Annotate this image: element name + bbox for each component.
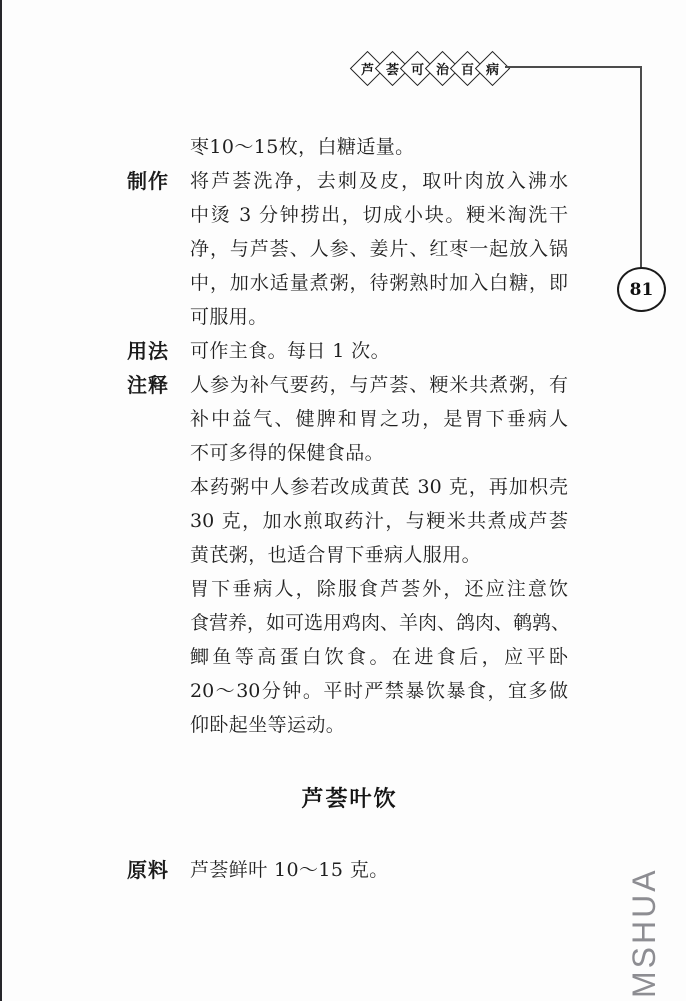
text-line: 可服用。 (190, 306, 268, 328)
watermark-text: MSHUA (626, 867, 662, 998)
text-line: 枣10～15枚，白糖适量。 (190, 136, 415, 158)
series-title-char: 可 (410, 63, 424, 78)
text-line: 将芦荟洗净，去刺及皮，取叶肉放入沸水 (190, 170, 568, 192)
page-number-badge (617, 267, 666, 312)
series-title-char: 荟 (385, 63, 399, 78)
text-line: 人参为补气要药，与芦荟、粳米共煮粥，有 (190, 374, 568, 396)
section-notes (127, 368, 572, 742)
series-title-char: 芦 (360, 63, 374, 78)
text-line: 中烫 3 分钟捞出，切成小块。粳米淘洗干 (190, 204, 568, 226)
text-line: 可作主食。每日 1 次。 (190, 340, 390, 362)
text-line: 芦荟鲜叶 10～15 克。 (190, 859, 389, 881)
section-ingredients (127, 853, 572, 887)
text-line: 补中益气、健脾和胃之功，是胃下垂病人 (190, 408, 568, 430)
section-label: 用法 (127, 339, 169, 363)
text-line: 净，与芦荟、人参、姜片、红枣一起放入锅 (190, 238, 568, 260)
section-label: 制作 (127, 169, 169, 193)
series-title-char: 治 (435, 63, 449, 78)
section-preparation (127, 164, 572, 334)
text-line: 30 克，加水煎取药汁，与粳米共煮成芦荟 (190, 510, 568, 532)
text-column (127, 130, 572, 887)
section-label: 原料 (127, 858, 169, 882)
scan-edge-shadow (0, 0, 2, 1001)
text-line: 胃下垂病人，除服食芦荟外，还应注意饮 (190, 578, 568, 600)
series-title-diamond (475, 51, 510, 86)
section-label: 注释 (127, 373, 169, 397)
margin-vertical-rule (640, 66, 642, 268)
text-line: 中，加水适量煮粥，待粥熟时加入白糖，即 (190, 272, 568, 294)
series-title-char: 病 (485, 63, 499, 78)
text-line: 黄芪粥，也适合胃下垂病人服用。 (190, 544, 482, 566)
text-line: 不可多得的保健食品。 (190, 442, 385, 464)
text-line: 20～30分钟。平时严禁暴饮暴食，宜多做 (190, 680, 568, 702)
series-title-char: 百 (460, 63, 474, 78)
section-usage (127, 334, 572, 368)
text-line: 仰卧起坐等运动。 (190, 714, 346, 736)
header-horizontal-rule (505, 66, 642, 68)
paragraph-continuation (127, 130, 572, 164)
text-line: 鲫鱼等高蛋白饮食。在进食后，应平卧 (190, 646, 568, 668)
text-line: 食营养，如可选用鸡肉、羊肉、鸽肉、鹌鹑、 (190, 612, 571, 634)
text-line: 本药粥中人参若改成黄芪 30 克，再加枳壳 (190, 476, 568, 498)
page-number: 81 (629, 279, 654, 300)
recipe-heading: 芦荟叶饮 (301, 787, 398, 812)
